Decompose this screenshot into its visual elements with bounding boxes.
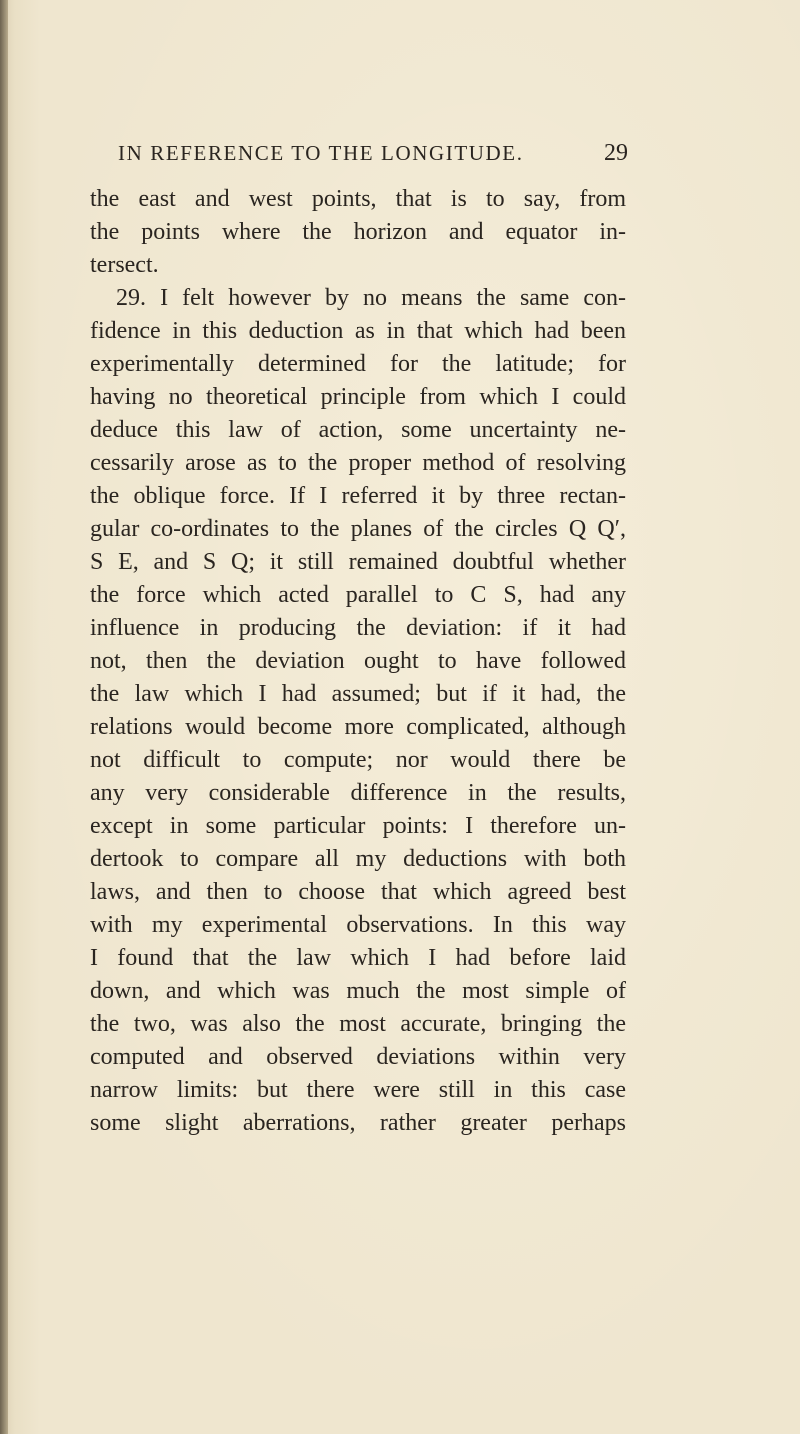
text-line: cessarily arose as to the proper method of resolving (90, 450, 626, 476)
text-line: the two, was also the most accurate, bringing the (90, 1011, 626, 1037)
text-line: down, and which was much the most simple of (90, 978, 626, 1004)
text-line: not, then the deviation ought to have followed (90, 648, 626, 674)
text-line: deduce this law of action, some uncertainty ne- (90, 417, 626, 443)
text-line: dertook to compare all my deductions with both (90, 846, 626, 872)
text-line: except in some particular points: I therefore un- (90, 813, 626, 839)
text-line: the force which acted parallel to C S, had any (90, 582, 626, 608)
text-line: I found that the law which I had before laid (90, 945, 626, 971)
running-title: IN REFERENCE TO THE LONGITUDE. (118, 141, 524, 165)
page-header (118, 140, 628, 167)
text-line: gular co-ordinates to the planes of the circles Q Q′, (90, 516, 626, 542)
text-line: the oblique force. If I referred it by three rectan- (90, 483, 626, 509)
text-line: experimentally determined for the latitude; for (90, 351, 626, 377)
text-line: computed and observed deviations within very (90, 1044, 626, 1070)
text-line: the points where the horizon and equator in- (90, 219, 626, 245)
text-line: relations would become more complicated, although (90, 714, 626, 740)
text-line: S E, and S Q; it still remained doubtful whether (90, 549, 626, 575)
text-line: any very considerable difference in the results, (90, 780, 626, 806)
text-line: with my experimental observations. In this way (90, 912, 626, 938)
body-text (90, 183, 626, 1140)
text-line: narrow limits: but there were still in this case (90, 1077, 626, 1103)
text-line: not difficult to compute; nor would there be (90, 747, 626, 773)
text-line: fidence in this deduction as in that which had been (90, 318, 626, 344)
text-line: having no theoretical principle from which I could (90, 384, 626, 410)
page-number: 29 (604, 140, 628, 166)
text-line: the east and west points, that is to say, from (90, 186, 626, 212)
text-line: laws, and then to choose that which agreed best (90, 879, 626, 905)
text-line: 29. I felt however by no means the same con- (116, 285, 626, 311)
book-spine-edge (0, 0, 8, 1434)
text-line: influence in producing the deviation: if it had (90, 615, 626, 641)
text-line: some slight aberrations, rather greater perhaps (90, 1110, 626, 1136)
text-line: the law which I had assumed; but if it had, the (90, 681, 626, 707)
text-line: tersect. (90, 252, 159, 278)
